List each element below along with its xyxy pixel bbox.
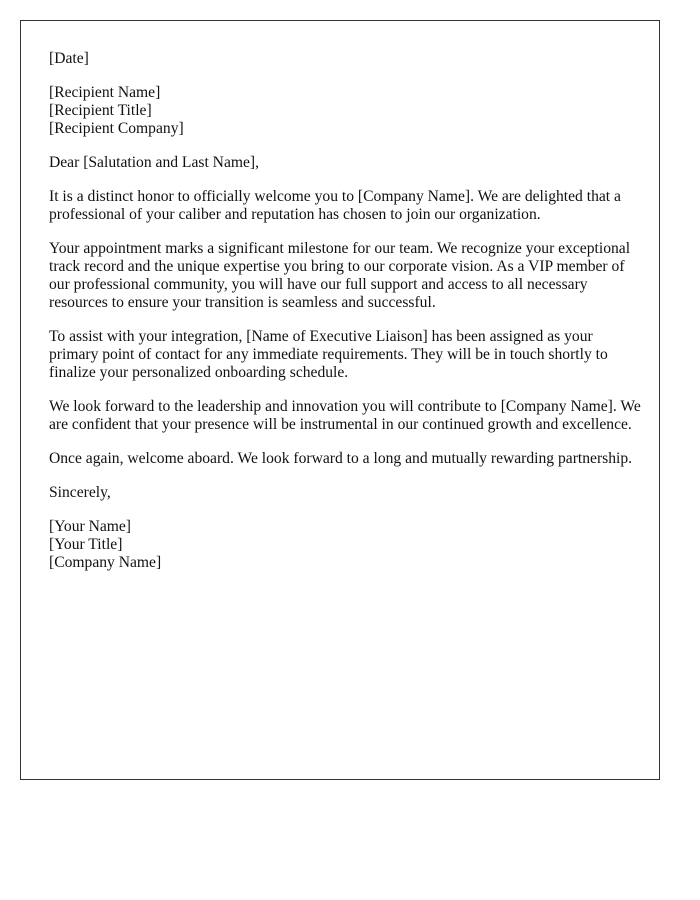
recipient-title: [Recipient Title] [49, 102, 152, 119]
signature-title: [Your Title] [49, 536, 123, 553]
paragraph-integration: To assist with your integration, [Name of Executive Liaison] has been assigned as your primary point of contact for any immediate requirements. They will be in touch shortly to finalize your personalized onboarding schedule. [49, 328, 608, 381]
paragraph-welcome-aboard: Once again, welcome aboard. We look forward to a long and mutually rewarding partnership. [49, 450, 633, 467]
recipient-company: [Recipient Company] [49, 120, 184, 137]
recipient-block [49, 84, 641, 138]
letter-page [20, 20, 660, 780]
closing: Sincerely, [49, 484, 111, 501]
signature-block [49, 518, 641, 572]
date-block [49, 50, 641, 68]
letter-body [49, 50, 641, 588]
salutation: Dear [Salutation and Last Name], [49, 154, 260, 171]
closing-block [49, 484, 641, 502]
signature-name: [Your Name] [49, 518, 132, 535]
date: [Date] [49, 50, 89, 67]
paragraph-appointment: Your appointment marks a significant milestone for our team. We recognize your exceptional track record and the unique expertise you bring to our corporate vision. As a VIP member of our professional community, you will have our full support and access to all necessary resources to ensure your transition is seamless and successful. [49, 240, 631, 311]
recipient-name: [Recipient Name] [49, 84, 161, 101]
signature-company: [Company Name] [49, 554, 162, 571]
paragraph-leadership: We look forward to the leadership and innovation you will contribute to [Company Name]. We are confident that your presence will be instrumental in our continued growth and excellence. [49, 398, 641, 433]
salutation-block [49, 154, 641, 172]
paragraph-welcome: It is a distinct honor to officially welcome you to [Company Name]. We are delighted that a professional of your caliber and reputation has chosen to join our organization. [49, 188, 621, 223]
